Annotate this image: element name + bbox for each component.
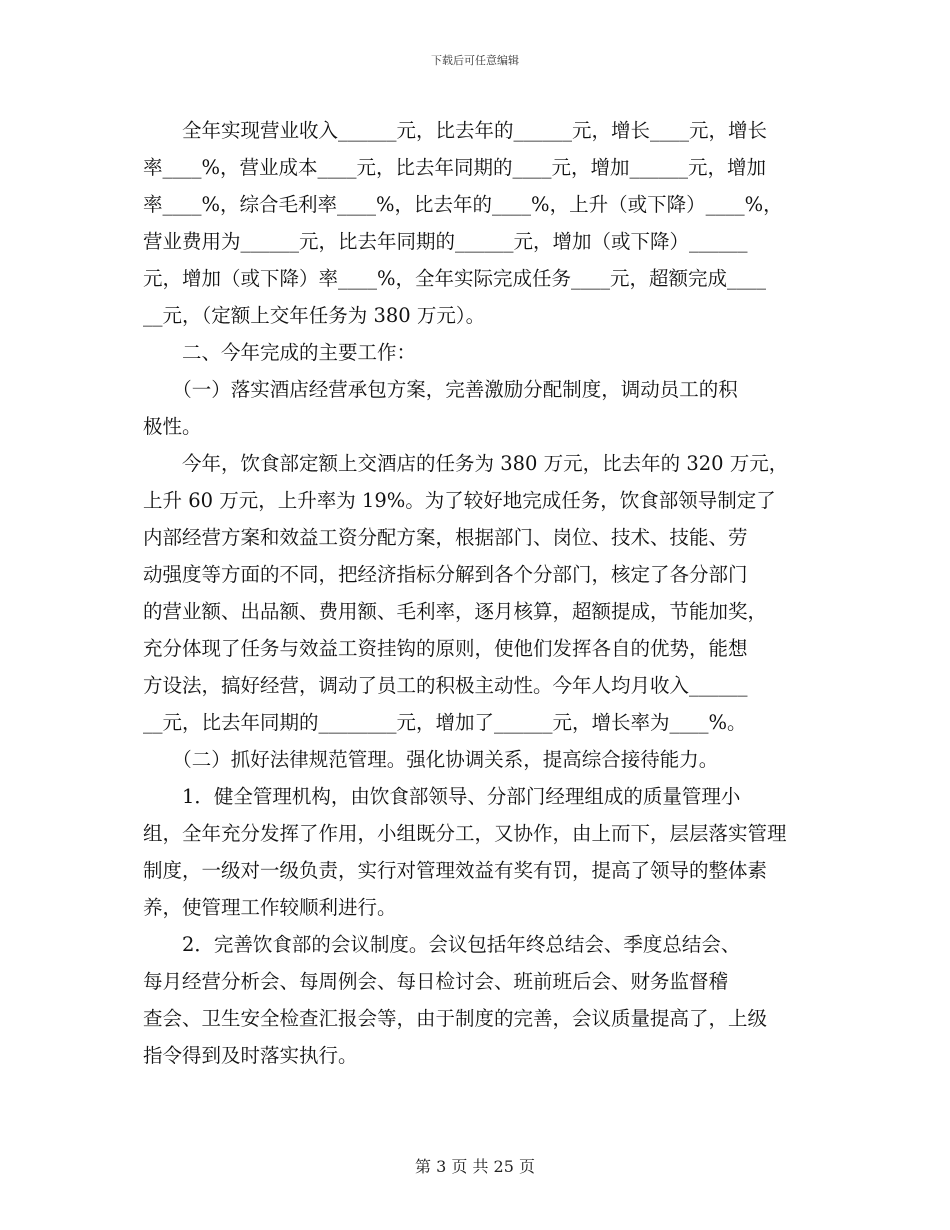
subsection-heading-1	[143, 371, 808, 445]
text-line: 组，全年充分发挥了作用，小组既分工，又协作，由上而下，层层落实管理	[143, 822, 787, 845]
subsection-heading-2	[143, 741, 808, 778]
text-line: 今年，饮食部定额上交酒店的任务为 380 万元，比去年的 320 万元，	[143, 452, 789, 475]
text-line: 二、今年完成的主要工作：	[143, 341, 417, 364]
text-line: 方设法，搞好经营，调动了员工的积极主动性。今年人均月收入______	[143, 674, 748, 697]
text-line: 内部经营方案和效益工资分配方案，根据部门、岗位、技术、技能、劳	[143, 526, 748, 549]
text-line: 查会、卫生安全检查汇报会等，由于制度的完善，会议质量提高了，上级	[143, 1007, 768, 1030]
text-line: 充分体现了任务与效益工资挂钩的原则，使他们发挥各自的优势，能想	[143, 637, 748, 660]
text-line: 制度，一级对一级负责，实行对管理效益有奖有罚，提高了领导的整体素	[143, 859, 768, 882]
text-line: 的营业额、出品额、费用额、毛利率，逐月核算，超额提成，节能加奖，	[143, 600, 768, 623]
section-heading-2	[143, 334, 808, 371]
text-line: 动强度等方面的不同，把经济指标分解到各个分部门，核定了各分部门	[143, 563, 748, 586]
page-header: 下载后可任意编辑	[431, 54, 519, 67]
text-line: （一）落实酒店经营承包方案，完善激励分配制度，调动员工的积	[143, 378, 738, 401]
text-line: 每月经营分析会、每周例会、每日检讨会、班前班后会、财务监督稽	[143, 970, 729, 993]
text-line: __元，（定额上交年任务为 380 万元）。	[143, 304, 486, 327]
document-body	[143, 112, 808, 1074]
text-line: 养，使管理工作较顺利进行。	[143, 896, 397, 919]
text-line: 率____%，营业成本____元，比去年同期的____元，增加______元，增加	[143, 156, 767, 179]
subsection-body-1	[143, 445, 808, 741]
text-line: __元，比去年同期的________元，增加了______元，增长率为____%。	[143, 711, 747, 734]
text-line: 2．完善饮食部的会议制度。会议包括年终总结会、季度总结会、	[143, 933, 741, 956]
text-line: 指令得到及时落实执行。	[143, 1044, 358, 1067]
text-line: 极性。	[143, 415, 202, 438]
text-line: 1．健全管理机构，由饮食部领导、分部门经理组成的质量管理小	[143, 785, 741, 808]
text-line: 上升 60 万元，上升率为 19%。为了较好地完成任务，饮食部领导制定了	[143, 489, 776, 512]
text-line: （二）抓好法律规范管理。强化协调关系，提高综合接待能力。	[143, 748, 719, 771]
text-line: 元，增加（或下降）率____%，全年实际完成任务____元，超额完成____	[143, 267, 767, 290]
text-line: 营业费用为______元，比去年同期的______元，增加（或下降）______	[143, 230, 748, 253]
numbered-item-2	[143, 926, 808, 1074]
paragraph-revenue	[143, 112, 808, 334]
text-line: 全年实现营业收入______元，比去年的______元，增长____元，增长	[143, 119, 768, 142]
page-number-footer: 第 3 页 共 25 页	[415, 1157, 535, 1176]
numbered-item-1	[143, 778, 808, 926]
text-line: 率____%，综合毛利率____%，比去年的____%，上升（或下降）____%，	[143, 193, 783, 216]
